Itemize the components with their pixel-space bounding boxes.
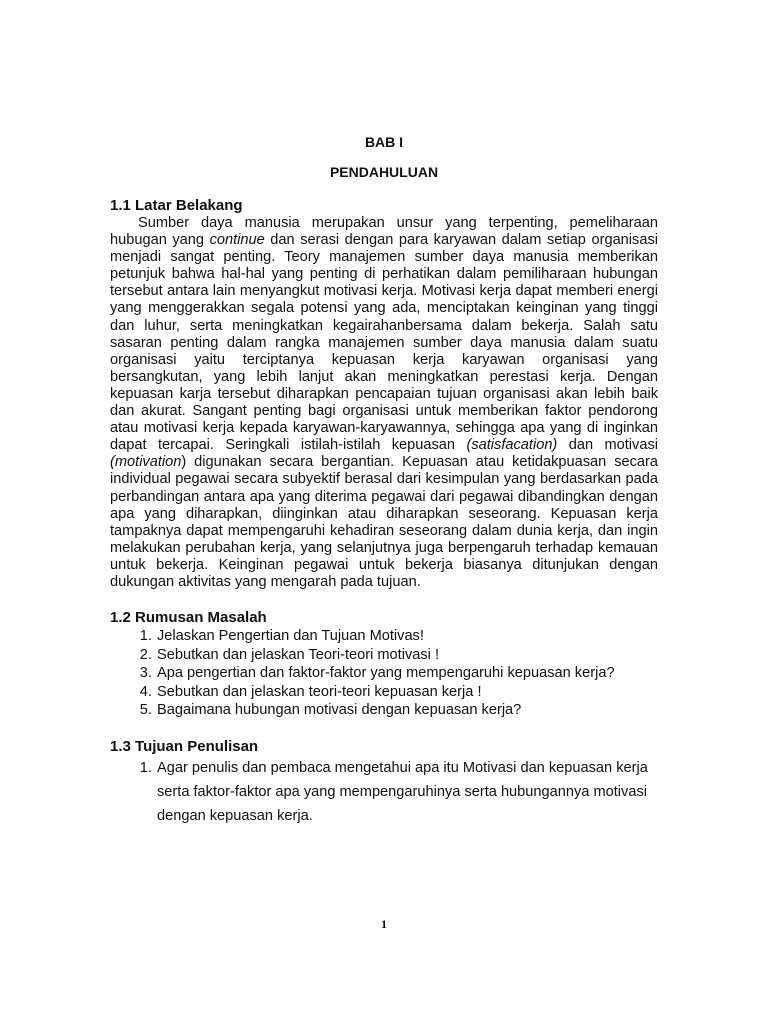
chapter-title: PENDAHULUAN <box>329 164 439 180</box>
problem-list <box>110 627 658 720</box>
objective-list <box>110 756 658 828</box>
section-heading-rumusan-masalah: 1.2 Rumusan Masalah <box>110 609 267 627</box>
italic-term: (satisfacation) <box>466 437 558 454</box>
list-item: 2. Sebutkan dan jelaskan Teori-teori motivasi ! <box>156 646 658 665</box>
background-paragraph <box>110 215 658 591</box>
italic-term: continue <box>209 232 265 249</box>
page-number: 1 <box>381 917 387 931</box>
paragraph-text: Sumber daya manusia merupakan unsur yang terpenting, pemeliharaan hubugan yang <box>110 215 658 249</box>
list-item: 3. Apa pengertian dan faktor-faktor yang mempengaruhi kepuasan kerja? <box>156 664 658 683</box>
italic-term: (motivation <box>110 454 182 471</box>
section-heading-latar-belakang: 1.1 Latar Belakang <box>110 197 243 214</box>
list-item: 4. Sebutkan dan jelaskan teori-teori kepuasan kerja ! <box>156 683 658 702</box>
paragraph-text: dan motivasi <box>557 437 659 454</box>
list-item: 5. Bagaimana hubungan motivasi dengan kepuasan kerja? <box>156 701 658 720</box>
paragraph-text: dan serasi dengan para karyawan dalam setiap organisasi menjadi sangat penting. Teory manajemen sumber daya manusia memberikan petunjuk bahwa hal-hal yang penting di perhatikan dalam pemiliharaan hubungan tersebut antara lain menyangkut motivasi kerja. Motivasi kerja dapat memberi energi yang menggerakkan segala potensi yang ada, menciptakan keinginan yang tinggi dan luhur, serta meningkatkan kegairahanbersama dalam bekerja. Salah satu sasaran penting dalam rangka manajemen sumber daya manusia dalam suatu organisasi yaitu terciptanya kepuasan kerja karyawan organisasi yang bersangkutan, yang lebih lanjut akan meningkatkan perestasi kerja. Dengan kepuasan karja tersebut diharapkan pencapaian tujuan organisasi akan lebih baik dan akurat. Sangant penting bagi organisasi untuk memberikan faktor pendorong atau motivasi kerja kepada karyawan-karyawannya, sehingga apa yang di inginkan dapat tercapai. Seringkali istilah-istilah kepuasan <box>110 232 658 454</box>
document-body <box>110 196 658 828</box>
list-item: 1. Jelaskan Pengertian dan Tujuan Motivas! <box>156 627 658 646</box>
chapter-number: BAB I <box>364 134 404 150</box>
paragraph-text: ) digunakan secara bergantian. Kepuasan atau ketidakpuasan secara individual pegawai secara subyektif berasal dari kesimpulan yang berdasarkan pada perbandingan antara apa yang diterima pegawai dari pegawai dibandingkan dengan apa yang diharapkan, diinginkan atau diharapkan seseorang. Kepuasan kerja tampaknya dapat mempengaruhi kehadiran seseorang dalam dunia kerja, dan ingin melakukan perubahan kerja, yang selanjutnya juga berpengaruh terhadap kemauan untuk bekerja. Keinginan pegawai untuk bekerja biasanya ditunjukan dengan dukungan aktivitas yang mengarah pada tujuan. <box>110 454 658 590</box>
list-item: 1. Agar penulis dan pembaca mengetahui apa itu Motivasi dan kepuasan kerja serta faktor-faktor apa yang mempengaruhinya serta hubungannya motivasi dengan kepuasan kerja. <box>156 756 658 828</box>
section-heading-tujuan-penulisan: 1.3 Tujuan Penulisan <box>110 737 259 755</box>
